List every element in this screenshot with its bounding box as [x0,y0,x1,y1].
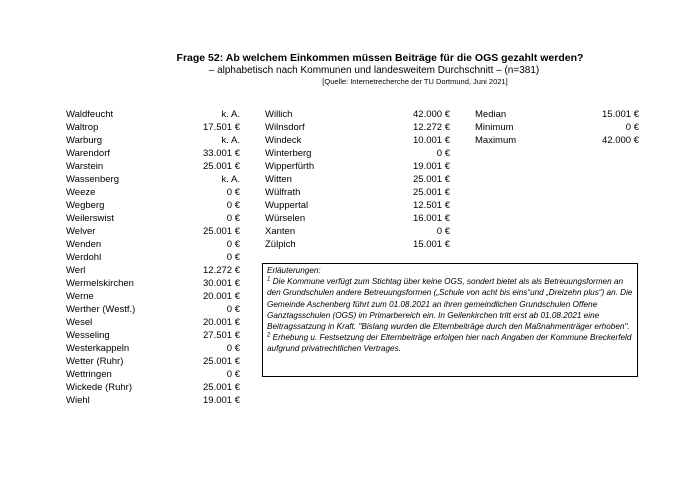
table-row [66,238,240,251]
note-1 [267,276,633,332]
table-row [265,238,450,251]
income-threshold-value: 16.001 € [413,213,450,224]
income-threshold-value: 0 € [436,148,450,159]
source-note: [Quelle: Internetrecherche der TU Dortmund, Juni 2021] [322,77,508,86]
income-threshold-value: 10.001 € [413,135,450,146]
income-threshold-value: 12.272 € [413,122,450,133]
table-row [66,186,240,199]
income-threshold-value: 42.000 € [413,109,450,120]
income-threshold-value: k. A. [221,109,240,120]
table-row [66,277,240,290]
municipality-name: Welver [66,226,96,237]
municipality-name: Wipperfürth [265,161,315,172]
municipality-name: Würselen [265,213,306,224]
document-header [0,52,700,87]
income-threshold-value: 30.001 € [203,278,240,289]
income-threshold-value: 25.001 € [203,382,240,393]
table-row [66,121,240,134]
income-threshold-value: 19.001 € [203,395,240,406]
income-threshold-value: 25.001 € [203,356,240,367]
statistic-label: Maximum [475,135,517,146]
municipality-name: Wesseling [66,330,110,341]
table-row [66,394,240,407]
table-row [265,186,450,199]
table-row [265,160,450,173]
table-row [66,342,240,355]
municipality-name: Werne [66,291,94,302]
municipality-name: Waldfeucht [66,109,114,120]
income-threshold-value: 0 € [436,226,450,237]
municipality-name: Werther (Westf.) [66,304,136,315]
municipality-name: Wermelskirchen [66,278,134,289]
table-row [66,108,240,121]
table-row [66,173,240,186]
note-1-mark: 1 [267,276,271,283]
municipality-name: Witten [265,174,292,185]
income-threshold-value: 12.272 € [203,265,240,276]
income-threshold-value: 20.001 € [203,291,240,302]
municipality-list-column-2 [265,108,450,251]
income-threshold-value: 25.001 € [203,161,240,172]
table-row [66,199,240,212]
statistics-column [475,108,639,147]
income-threshold-value: 17.501 € [203,122,240,133]
municipality-name: Winterberg [265,148,312,159]
page-title: Frage 52: Ab welchem Einkommen müssen Beiträge für die OGS gezahlt werden? [176,52,584,64]
municipality-name: Wuppertal [265,200,309,211]
municipality-name: Wassenberg [66,174,119,185]
table-row [66,212,240,225]
municipality-name: Wickede (Ruhr) [66,382,132,393]
income-threshold-value: 0 € [226,200,240,211]
income-threshold-value: 25.001 € [413,187,450,198]
income-threshold-value: 0 € [226,252,240,263]
municipality-list-column-1 [66,108,240,407]
income-threshold-value: 0 € [226,343,240,354]
table-row [66,329,240,342]
income-threshold-value: 15.001 € [413,239,450,250]
municipality-name: Wetter (Ruhr) [66,356,124,367]
note-2-mark: 2 [267,332,271,339]
statistic-label: Median [475,109,507,120]
municipality-name: Weilerswist [66,213,114,224]
table-row [265,173,450,186]
table-row [66,251,240,264]
income-threshold-value: 0 € [226,187,240,198]
table-row [265,134,450,147]
statistic-label: Minimum [475,122,514,133]
income-threshold-value: k. A. [221,174,240,185]
note-2-text: Erhebung u. Festsetzung der Elternbeiträge erfolgen hier nach Angaben der Kommune Breckerfeld aufgrund privatrechtlichen Vertrages. [267,333,632,354]
table-row [265,121,450,134]
income-threshold-value: 0 € [226,239,240,250]
municipality-name: Wülfrath [265,187,301,198]
table-row [265,225,450,238]
municipality-name: Willich [265,109,293,120]
table-row [66,303,240,316]
table-row [66,316,240,329]
statistic-row [475,121,639,134]
municipality-name: Wesel [66,317,93,328]
income-threshold-value: 27.501 € [203,330,240,341]
notes-heading: Erläuterungen: [267,266,321,275]
income-threshold-value: 19.001 € [413,161,450,172]
municipality-name: Wilnsdorf [265,122,305,133]
income-threshold-value: 25.001 € [413,174,450,185]
municipality-name: Warstein [66,161,104,172]
statistic-row [475,134,639,147]
page-subtitle: – alphabetisch nach Kommunen und landesweitem Durchschnitt – (n=381) [208,65,540,76]
income-threshold-value: 25.001 € [203,226,240,237]
table-row [66,225,240,238]
statistic-value: 15.001 € [602,109,639,120]
table-row [66,160,240,173]
municipality-name: Warendorf [66,148,110,159]
table-row [66,290,240,303]
income-threshold-value: 12.501 € [413,200,450,211]
table-row [66,264,240,277]
statistic-value: 42.000 € [602,135,639,146]
table-row [265,212,450,225]
table-row [265,108,450,121]
municipality-name: Wiehl [66,395,90,406]
income-threshold-value: 0 € [226,213,240,224]
municipality-name: Windeck [265,135,302,146]
table-row [265,147,450,160]
municipality-name: Werl [66,265,86,276]
note-2 [267,332,633,354]
municipality-name: Weeze [66,187,96,198]
income-threshold-value: 20.001 € [203,317,240,328]
statistic-row [475,108,639,121]
note-1-text: Die Kommune verfügt zum Stichtag über keine OGS, sondert bietet als als Betreuungsformen an den Grundschulen andere Betreuungsformen („Schule von acht bis eins“und „Dreizehn plus“) an. Die Gemeinde Aschenberg führt zum 01.08.2021 an ihren gemeindlichen Grundschulen Offene Ganztagsschulen (OGS) im Primarbereich ein. In Geilenkirchen tritt erst ab 01.08.2021 eine Beitragssatzung in Kraft. "Bislang wurden die Elternbeiträge durch den Maßnahmenträger erhoben". [267,277,633,332]
notes-box [262,263,638,377]
table-row [66,355,240,368]
table-row [265,199,450,212]
municipality-name: Werdohl [66,252,102,263]
table-row [66,134,240,147]
table-row [66,147,240,160]
municipality-name: Wenden [66,239,102,250]
municipality-name: Wegberg [66,200,105,211]
municipality-name: Waltrop [66,122,99,133]
municipality-name: Zülpich [265,239,296,250]
income-threshold-value: 33.001 € [203,148,240,159]
statistic-value: 0 € [625,122,639,133]
income-threshold-value: 0 € [226,369,240,380]
income-threshold-value: k. A. [221,135,240,146]
municipality-name: Westerkappeln [66,343,130,354]
table-row [66,381,240,394]
income-threshold-value: 0 € [226,304,240,315]
municipality-name: Xanten [265,226,296,237]
table-row [66,368,240,381]
municipality-name: Wettringen [66,369,112,380]
municipality-name: Warburg [66,135,103,146]
